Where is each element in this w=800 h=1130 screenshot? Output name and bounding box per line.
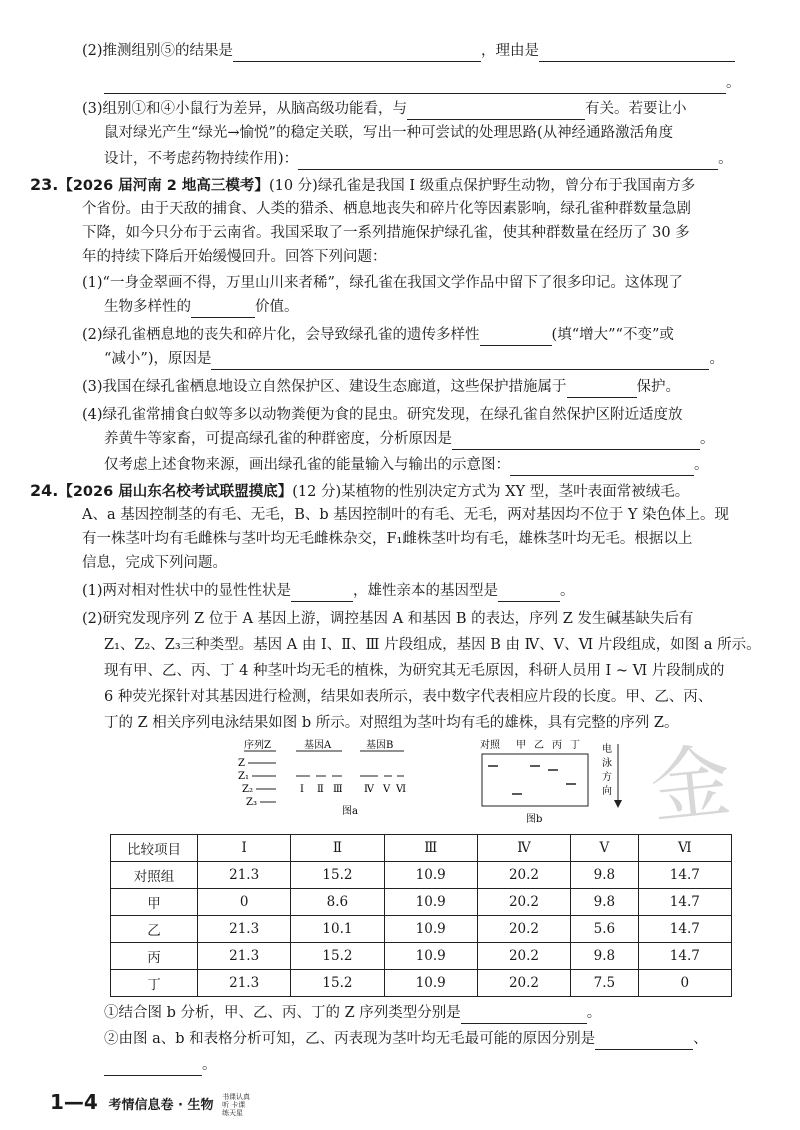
table-header-row [111, 835, 732, 862]
table-cell: 9.8 [571, 862, 639, 889]
table-cell: 9.8 [571, 889, 639, 916]
q24-part2-line2: Z₁、Z₂、Z₃三种类型。基因 A 由 Ⅰ、Ⅱ、Ⅲ 片段组成，基因 B 由 Ⅳ、Ⅴ、Ⅵ 片段组成，如图 a 所示。 [104, 637, 761, 653]
answer-blank[interactable] [298, 151, 718, 170]
q23-part4: (4)绿孔雀常捕食白蚁等多以动物粪便为食的昆虫。研究发现，在绿孔雀自然保护区附近适度放 [82, 407, 683, 423]
answer-blank[interactable] [211, 351, 709, 370]
table-cell: 10.9 [384, 943, 477, 970]
page-footer [50, 1090, 252, 1117]
footer-title: 考情信息卷 · 生物 [108, 1098, 214, 1113]
figb-lane-control: 对照 [480, 740, 500, 751]
table-cell: 10.9 [384, 889, 477, 916]
q24-intro-2: A、a 基因控制茎的有毛、无毛，B、b 基因控制叶的有毛、无毛，两对基因均不位于 Y 染色体上。现 [82, 507, 730, 523]
answer-blank[interactable] [452, 431, 700, 450]
table-cell: 丙 [111, 943, 198, 970]
figure-a [238, 738, 418, 820]
q23-part4-line2: 养黄牛等家畜，可提高绿孔雀的种群密度，分析原因是 。 [104, 428, 715, 450]
q23-intro: 23.【2026 届河南 2 地高三模考】(10 分)绿孔雀是我国 Ⅰ 级重点保护野生动物，曾分布于我国南方多 [30, 175, 696, 194]
answer-blank[interactable] [104, 1057, 202, 1076]
figb-arrowhead-icon [614, 800, 622, 808]
figb-direction-char: 向 [602, 786, 612, 797]
q24-part2-line3: 现有甲、乙、丙、丁 4 种茎叶均无毛的植株，为研究其无毛原因，科研人员用 Ⅰ ~ Ⅵ 片段制成的 [104, 663, 725, 679]
table-cell: 14.7 [638, 943, 731, 970]
table-header: Ⅱ [291, 835, 384, 862]
table-cell: 7.5 [571, 970, 639, 997]
figa-label-z3: Z₃ [246, 797, 257, 808]
table-row [111, 943, 732, 970]
footer-logo: 书课认真听 卡课练天星 [222, 1093, 251, 1117]
table-cell: 10.9 [384, 970, 477, 997]
question-source: 【2026 届山东名校考试联盟摸底】 [58, 484, 293, 500]
q23-part1: (1)“一身金翠画不得，万里山川来者稀”，绿孔雀在我国文学作品中留下了很多印记。这体现了 [82, 275, 683, 291]
table-header: Ⅴ [571, 835, 639, 862]
q23-part4-line3: 仅考虑上述食物来源，画出绿孔雀的能量输入与输出的示意图： 。 [104, 454, 709, 476]
table-cell: 甲 [111, 889, 198, 916]
table-header: Ⅳ [477, 835, 570, 862]
table-cell: 9.8 [571, 943, 639, 970]
table-cell: 20.2 [477, 889, 570, 916]
table-cell: 21.3 [198, 862, 291, 889]
table-cell: 乙 [111, 916, 198, 943]
q24-part2-line4: 6 种荧光探针对其基因进行检测，结果如表所示，表中数字代表相应片段的长度。甲、乙、丙、 [104, 689, 713, 705]
table-cell: 0 [638, 970, 731, 997]
q23-intro-3: 下降，如今只分布于云南省。我国采取了一系列措施保护绿孔雀，使其种群数量在经历了 30 多 [82, 225, 690, 241]
q22-part2-cont: 。 [104, 72, 741, 94]
table-cell: 对照组 [111, 862, 198, 889]
table-cell: 14.7 [638, 889, 731, 916]
q24-part1: (1)两对相对性状中的显性性状是 ，雄性亲本的基因型是 。 [82, 580, 575, 602]
table-cell: 20.2 [477, 916, 570, 943]
figb-caption: 图b [526, 814, 543, 825]
figb-lane-bing: 丙 [552, 740, 562, 751]
comparison-table [110, 834, 732, 997]
q24-part2-line5: 丁的 Z 相关序列电泳结果如图 b 所示。对照组为茎叶均有毛的雄株，具有完整的序列 Z。 [104, 715, 679, 731]
answer-blank[interactable] [567, 379, 637, 398]
question-source: 【2026 届河南 2 地高三模考】 [58, 178, 269, 194]
q22-part2: (2)推测组别⑤的结果是 ，理由是 [82, 40, 735, 62]
table-row [111, 889, 732, 916]
figa-header-seqz: 序列Z [244, 740, 271, 751]
figb-direction-char: 泳 [602, 758, 612, 769]
table-row [111, 916, 732, 943]
table-header: Ⅰ [198, 835, 291, 862]
table-cell: 20.2 [477, 862, 570, 889]
table-cell: 20.2 [477, 970, 570, 997]
table-cell: 14.7 [638, 862, 731, 889]
question-number: 23. [30, 175, 59, 194]
page-number: 1—4 [50, 1090, 98, 1114]
q22-part3: (3)组别①和④小鼠行为差异，从脑高级功能看，与 有关。若要让小 [82, 98, 687, 120]
table-header: Ⅵ [638, 835, 731, 862]
q24-sub2-cont: 。 [104, 1054, 217, 1076]
table-row [111, 970, 732, 997]
table-cell: 20.2 [477, 943, 570, 970]
q24-sub2: ②由图 a、b 和表格分析可知，乙、丙表现为茎叶均无毛最可能的原因分别是 、 [104, 1028, 708, 1050]
answer-blank[interactable] [233, 43, 481, 62]
q23-intro-2: 个省份。由于天敌的捕食、人类的猎杀、栖息地丧失和碎片化等因素影响，绿孔雀种群数量急剧 [82, 201, 691, 217]
answer-blank[interactable] [480, 327, 552, 346]
figa-seg-label-6: Ⅵ [396, 784, 407, 795]
figb-direction-char: 方 [602, 772, 612, 783]
q24-intro-4: 信息，完成下列问题。 [82, 555, 227, 571]
figa-header-geneA: 基因A [304, 740, 332, 751]
q23-part2-cont: “减小”)，原因是 。 [104, 348, 724, 370]
q23-part2: (2)绿孔雀栖息地的丧失和碎片化，会导致绿孔雀的遗传多样性 (填“增大”“不变”或 [82, 324, 674, 346]
answer-blank[interactable] [461, 1005, 587, 1024]
figb-lane-yi: 乙 [534, 740, 544, 751]
figa-seg-label-1: Ⅰ [300, 784, 304, 795]
table-cell: 21.3 [198, 916, 291, 943]
answer-blank[interactable] [291, 583, 353, 602]
figa-caption: 图a [342, 806, 358, 817]
figa-seg-label-4: Ⅳ [364, 784, 374, 795]
q24-intro-3: 有一株茎叶均有毛雌株与茎叶均无毛雌株杂交，F₁雌株茎叶均有毛，雄株茎叶均无毛。根据以上 [82, 531, 693, 547]
figb-lane-jia: 甲 [516, 740, 526, 751]
table-cell: 0 [198, 889, 291, 916]
answer-blank[interactable] [407, 101, 585, 120]
table-cell: 15.2 [291, 862, 384, 889]
answer-blank[interactable] [539, 43, 735, 62]
answer-blank[interactable] [191, 299, 255, 318]
question-number: 24. [30, 481, 59, 500]
figa-label-z2: Z₂ [242, 784, 253, 795]
q24-intro: 24.【2026 届山东名校考试联盟摸底】(12 分)某植物的性别决定方式为 XY 型，茎叶表面常被绒毛。 [30, 481, 690, 500]
answer-blank[interactable] [498, 583, 560, 602]
q22-part3-line3: 设计，不考虑药物持续作用)： 。 [104, 148, 733, 170]
table-cell: 10.1 [291, 916, 384, 943]
q23-intro-4: 年的持续下降后开始缓慢回升。回答下列问题： [82, 249, 387, 265]
q22-part3-line2: 鼠对绿光产生“绿光→愉悦”的稳定关联，写出一种可尝试的处理思路(从神经通路激活角度 [104, 125, 674, 141]
q24-sub1: ①结合图 b 分析，甲、乙、丙、丁的 Z 序列类型分别是 。 [104, 1002, 601, 1024]
table-cell: 21.3 [198, 970, 291, 997]
figb-direction-char: 电 [602, 744, 612, 755]
table-cell: 丁 [111, 970, 198, 997]
figb-lane-ding: 丁 [570, 740, 580, 751]
figa-header-geneB: 基因B [366, 740, 394, 751]
q23-part3: (3)我国在绿孔雀栖息地设立自然保护区、建设生态廊道，这些保护措施属于 保护。 [82, 376, 680, 398]
figa-label-z: Z [238, 758, 245, 769]
q23-part1-cont: 生物多样性的 价值。 [104, 296, 299, 318]
table-cell: 14.7 [638, 916, 731, 943]
table-header: Ⅲ [384, 835, 477, 862]
figa-seg-label-3: Ⅲ [333, 784, 343, 795]
table-cell: 10.9 [384, 862, 477, 889]
figa-label-z1: Z₁ [238, 771, 249, 782]
table-header: 比较项目 [111, 835, 198, 862]
answer-blank[interactable] [104, 75, 726, 94]
figure-b [478, 736, 628, 826]
watermark: 金 [646, 734, 736, 835]
table-cell: 10.9 [384, 916, 477, 943]
question-score: (10 分) [268, 178, 318, 194]
table-cell: 8.6 [291, 889, 384, 916]
answer-blank[interactable] [510, 457, 694, 476]
figb-gel-frame [482, 754, 588, 806]
table-cell: 21.3 [198, 943, 291, 970]
table-cell: 15.2 [291, 943, 384, 970]
figa-seg-label-2: Ⅱ [317, 784, 324, 795]
table-cell: 5.6 [571, 916, 639, 943]
figa-seg-label-5: Ⅴ [383, 784, 391, 795]
q24-part2-line1: (2)研究发现序列 Z 位于 A 基因上游，调控基因 A 和基因 B 的表达，序列 Z 发生碱基缺失后有 [82, 611, 694, 627]
answer-blank[interactable] [595, 1031, 693, 1050]
table-cell: 15.2 [291, 970, 384, 997]
table-row [111, 862, 732, 889]
question-score: (12 分) [292, 484, 342, 500]
